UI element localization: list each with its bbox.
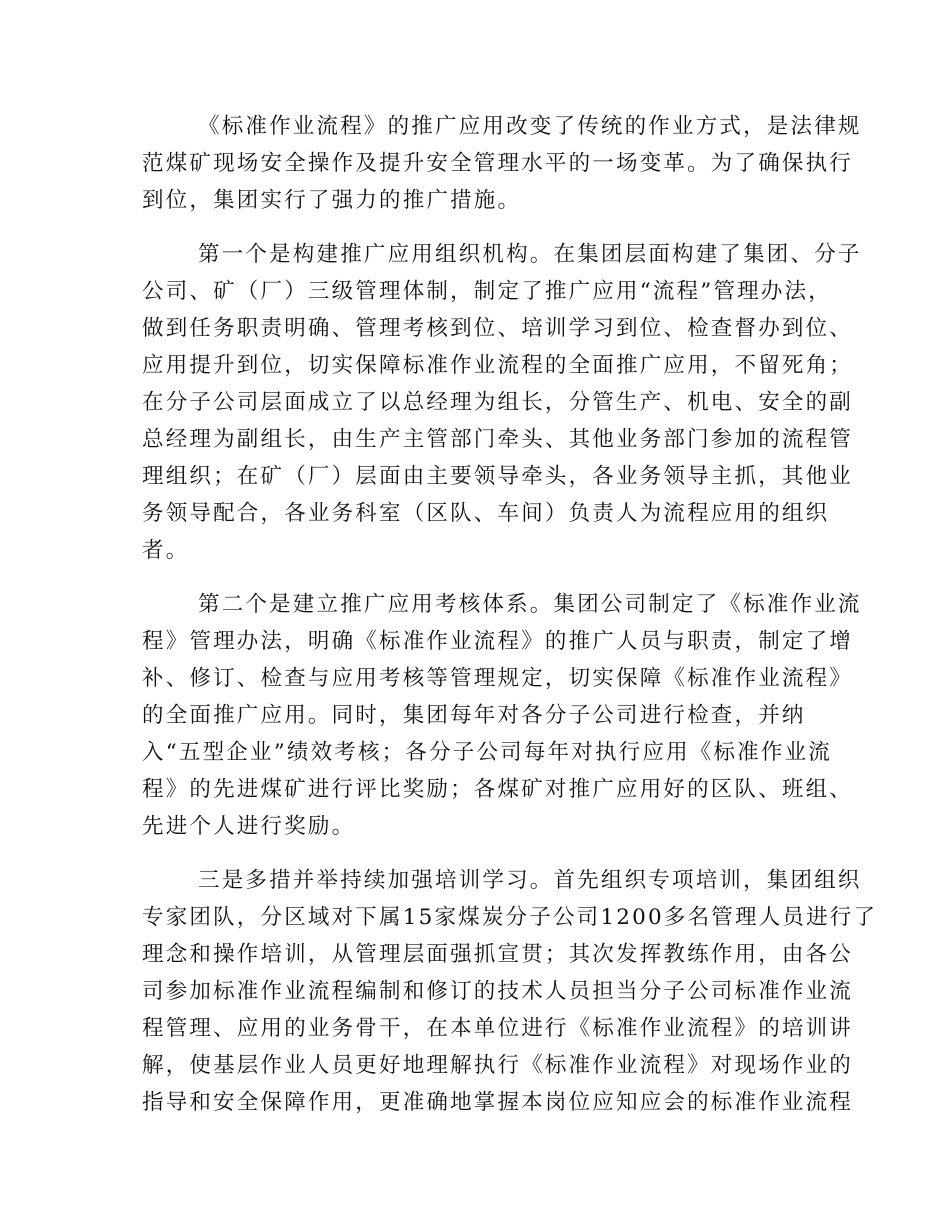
- paragraph-line: 理念和操作培训，从管理层面强抓宣贯；其次发挥教练作用，由各公: [142, 942, 854, 967]
- paragraph-line: 第二个是建立推广应用考核体系。集团公司制定了《标准作业流: [198, 592, 862, 617]
- paragraph-organization: [142, 236, 862, 569]
- paragraph-assessment: [142, 586, 862, 845]
- paragraph-line: 专家团队，分区域对下属15家煤炭分子公司1200多名管理人员进行了: [142, 905, 878, 930]
- paragraph-line: 司参加标准作业流程编制和修订的技术人员担当分子公司标准作业流: [142, 979, 854, 1004]
- document-body: [142, 108, 878, 1138]
- paragraph-line: 在分子公司层面成立了以总经理为组长，分管生产、机电、安全的副: [142, 390, 854, 415]
- paragraph-line: 理组织；在矿（厂）层面由主要领导牵头，各业务领导主抓，其他业: [142, 464, 854, 489]
- paragraph-line: 到位，集团实行了强力的推广措施。: [142, 188, 522, 213]
- paragraph-line: 第一个是构建推广应用组织机构。在集团层面构建了集团、分子: [198, 242, 862, 267]
- paragraph-line: 解，使基层作业人员更好地理解执行《标准作业流程》对现场作业的: [142, 1053, 854, 1078]
- paragraph-line: 指导和安全保障作用，更准确地掌握本岗位应知应会的标准作业流程: [142, 1090, 854, 1115]
- paragraph-line: 《标准作业流程》的推广应用改变了传统的作业方式，是法律规: [198, 114, 862, 139]
- paragraph-line: 补、修订、检查与应用考核等管理规定，切实保障《标准作业流程》: [142, 666, 854, 691]
- paragraph-line: 做到任务职责明确、管理考核到位、培训学习到位、检查督办到位、: [142, 316, 854, 341]
- paragraph-line: 应用提升到位，切实保障标准作业流程的全面推广应用，不留死角；: [142, 353, 854, 378]
- paragraph-line: 总经理为副组长，由生产主管部门牵头、其他业务部门参加的流程管: [142, 427, 854, 452]
- paragraph-line: 务领导配合，各业务科室（区队、车间）负责人为流程应用的组织: [142, 501, 830, 526]
- paragraph-line: 程》的先进煤矿进行评比奖励；各煤矿对推广应用好的区队、班组、: [142, 777, 854, 802]
- paragraph-line: 入“五型企业”绩效考核；各分子公司每年对执行应用《标准作业流: [142, 740, 832, 765]
- paragraph-line: 的全面推广应用。同时，集团每年对各分子公司进行检查，并纳: [142, 703, 806, 728]
- paragraph-training: [142, 862, 878, 1121]
- paragraph-line: 者。: [142, 538, 190, 563]
- paragraph-line: 程》管理办法，明确《标准作业流程》的推广人员与职责，制定了增: [142, 629, 854, 654]
- paragraph-line: 三是多措并举持续加强培训学习。首先组织专项培训，集团组织: [198, 868, 862, 893]
- paragraph-intro: [142, 108, 862, 219]
- paragraph-line: 先进个人进行奖励。: [142, 814, 356, 839]
- paragraph-line: 范煤矿现场安全操作及提升安全管理水平的一场变革。为了确保执行: [142, 151, 854, 176]
- paragraph-line: 程管理、应用的业务骨干，在本单位进行《标准作业流程》的培训讲: [142, 1016, 854, 1041]
- paragraph-line: 公司、矿（厂）三级管理体制，制定了推广应用“流程”管理办法，: [142, 279, 832, 304]
